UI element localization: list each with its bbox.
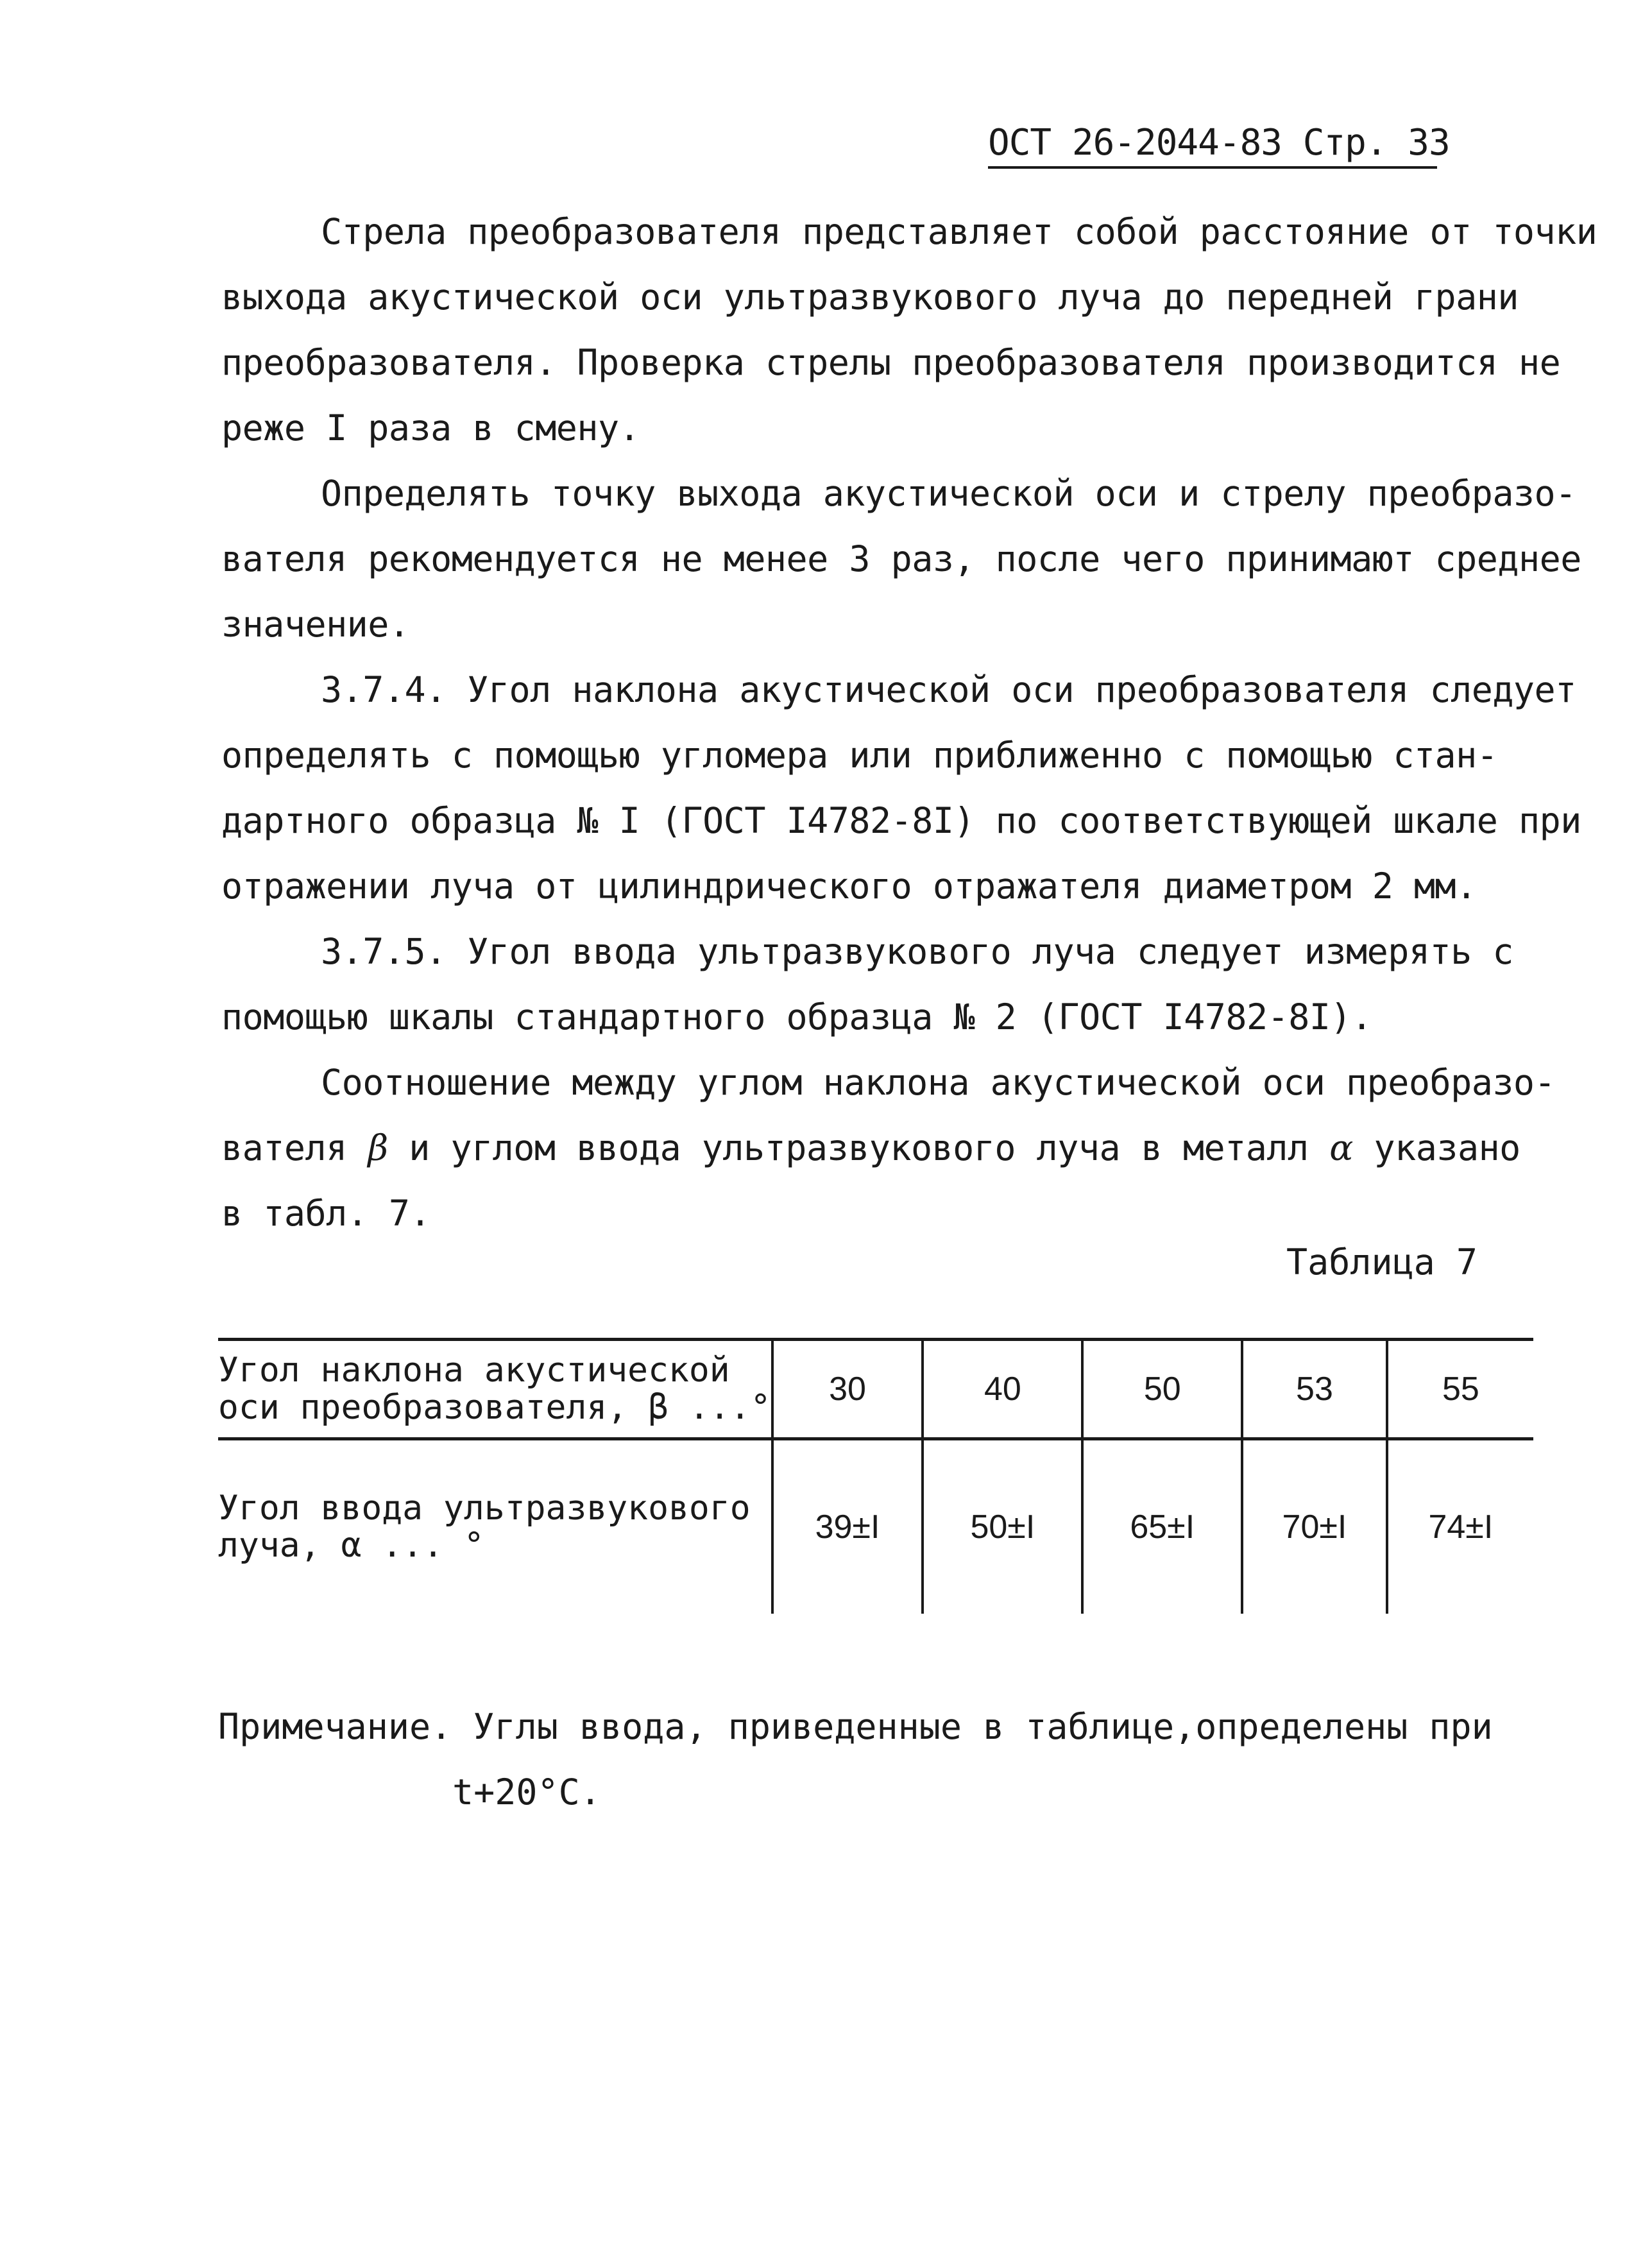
beta-symbol: β xyxy=(368,1127,388,1168)
document-body xyxy=(221,199,1597,1246)
text-line: в табл. 7. xyxy=(221,1193,431,1234)
text-fragment: вателя xyxy=(221,1127,347,1168)
table-row xyxy=(218,1340,1533,1439)
table-cell: 40 xyxy=(923,1340,1082,1439)
table-cell: 30 xyxy=(772,1340,923,1439)
text-fragment: и углом ввода ультразвукового луча в металл xyxy=(409,1127,1309,1168)
text-line-with-symbols xyxy=(221,1115,1556,1181)
text-line: реже I раза в смену. xyxy=(221,407,640,448)
table-cell: 53 xyxy=(1242,1340,1387,1439)
row-label xyxy=(218,1340,772,1439)
text-line: определять с помощью угломера или приближенно с помощью стан- xyxy=(221,735,1498,776)
text-line: вателя рекомендуется не менее 3 раз, после чего принимают среднее xyxy=(221,538,1581,579)
text-line: Определять точку выхода акустической оси и стрелу преобразо- xyxy=(321,473,1576,514)
alpha-symbol: α xyxy=(1329,1127,1353,1168)
table-cell: 65±I xyxy=(1082,1439,1242,1614)
row-label-line: Угол ввода ультразвукового xyxy=(218,1489,751,1528)
page-header: ОСТ 26-2044-83 Стр. 33 xyxy=(988,122,1437,169)
table-cell: 39±I xyxy=(772,1439,923,1614)
table-row xyxy=(218,1439,1533,1614)
table-caption: Таблица 7 xyxy=(1286,1242,1478,1283)
table-cell: 50 xyxy=(1082,1340,1242,1439)
table-cell: 70±I xyxy=(1242,1439,1387,1614)
text-line: 3.7.5. Угол ввода ультразвукового луча следует измерять с xyxy=(321,931,1513,972)
note-line: Примечание. Углы ввода, приведенные в таблице,определены при xyxy=(218,1706,1493,1747)
row-label-line: Угол наклона акустической xyxy=(218,1351,730,1390)
text-line: преобразователя. Проверка стрелы преобразователя производится не xyxy=(221,342,1561,383)
text-line: дартного образца № I (ГОСТ I4782-8I) по соответствующей шкале при xyxy=(221,800,1581,841)
text-line: Соотношение между углом наклона акустической оси преобразо- xyxy=(321,1062,1556,1103)
text-line: 3.7.4. Угол наклона акустической оси преобразователя следует xyxy=(321,669,1576,710)
text-line: выхода акустической оси ультразвукового луча до передней грани xyxy=(221,277,1519,318)
row-label-line: луча, α ... ° xyxy=(218,1526,484,1565)
table-note xyxy=(218,1694,1493,1825)
table-cell: 55 xyxy=(1387,1340,1533,1439)
text-line: отражении луча от цилиндрического отражателя диаметром 2 мм. xyxy=(221,866,1477,907)
table-cell: 50±I xyxy=(923,1439,1082,1614)
row-label xyxy=(218,1439,772,1614)
text-line: помощью шкалы стандартного образца № 2 (ГОСТ I4782-8I). xyxy=(221,996,1372,1038)
angle-table xyxy=(218,1338,1533,1614)
text-line: Стрела преобразователя представляет собой расстояние от точки xyxy=(321,211,1597,252)
text-fragment: указано xyxy=(1374,1127,1520,1168)
note-line: t+20°C. xyxy=(452,1772,601,1813)
row-label-line: оси преобразователя, β ...° xyxy=(218,1388,771,1427)
table-cell: 74±I xyxy=(1387,1439,1533,1614)
text-line: значение. xyxy=(221,604,410,645)
